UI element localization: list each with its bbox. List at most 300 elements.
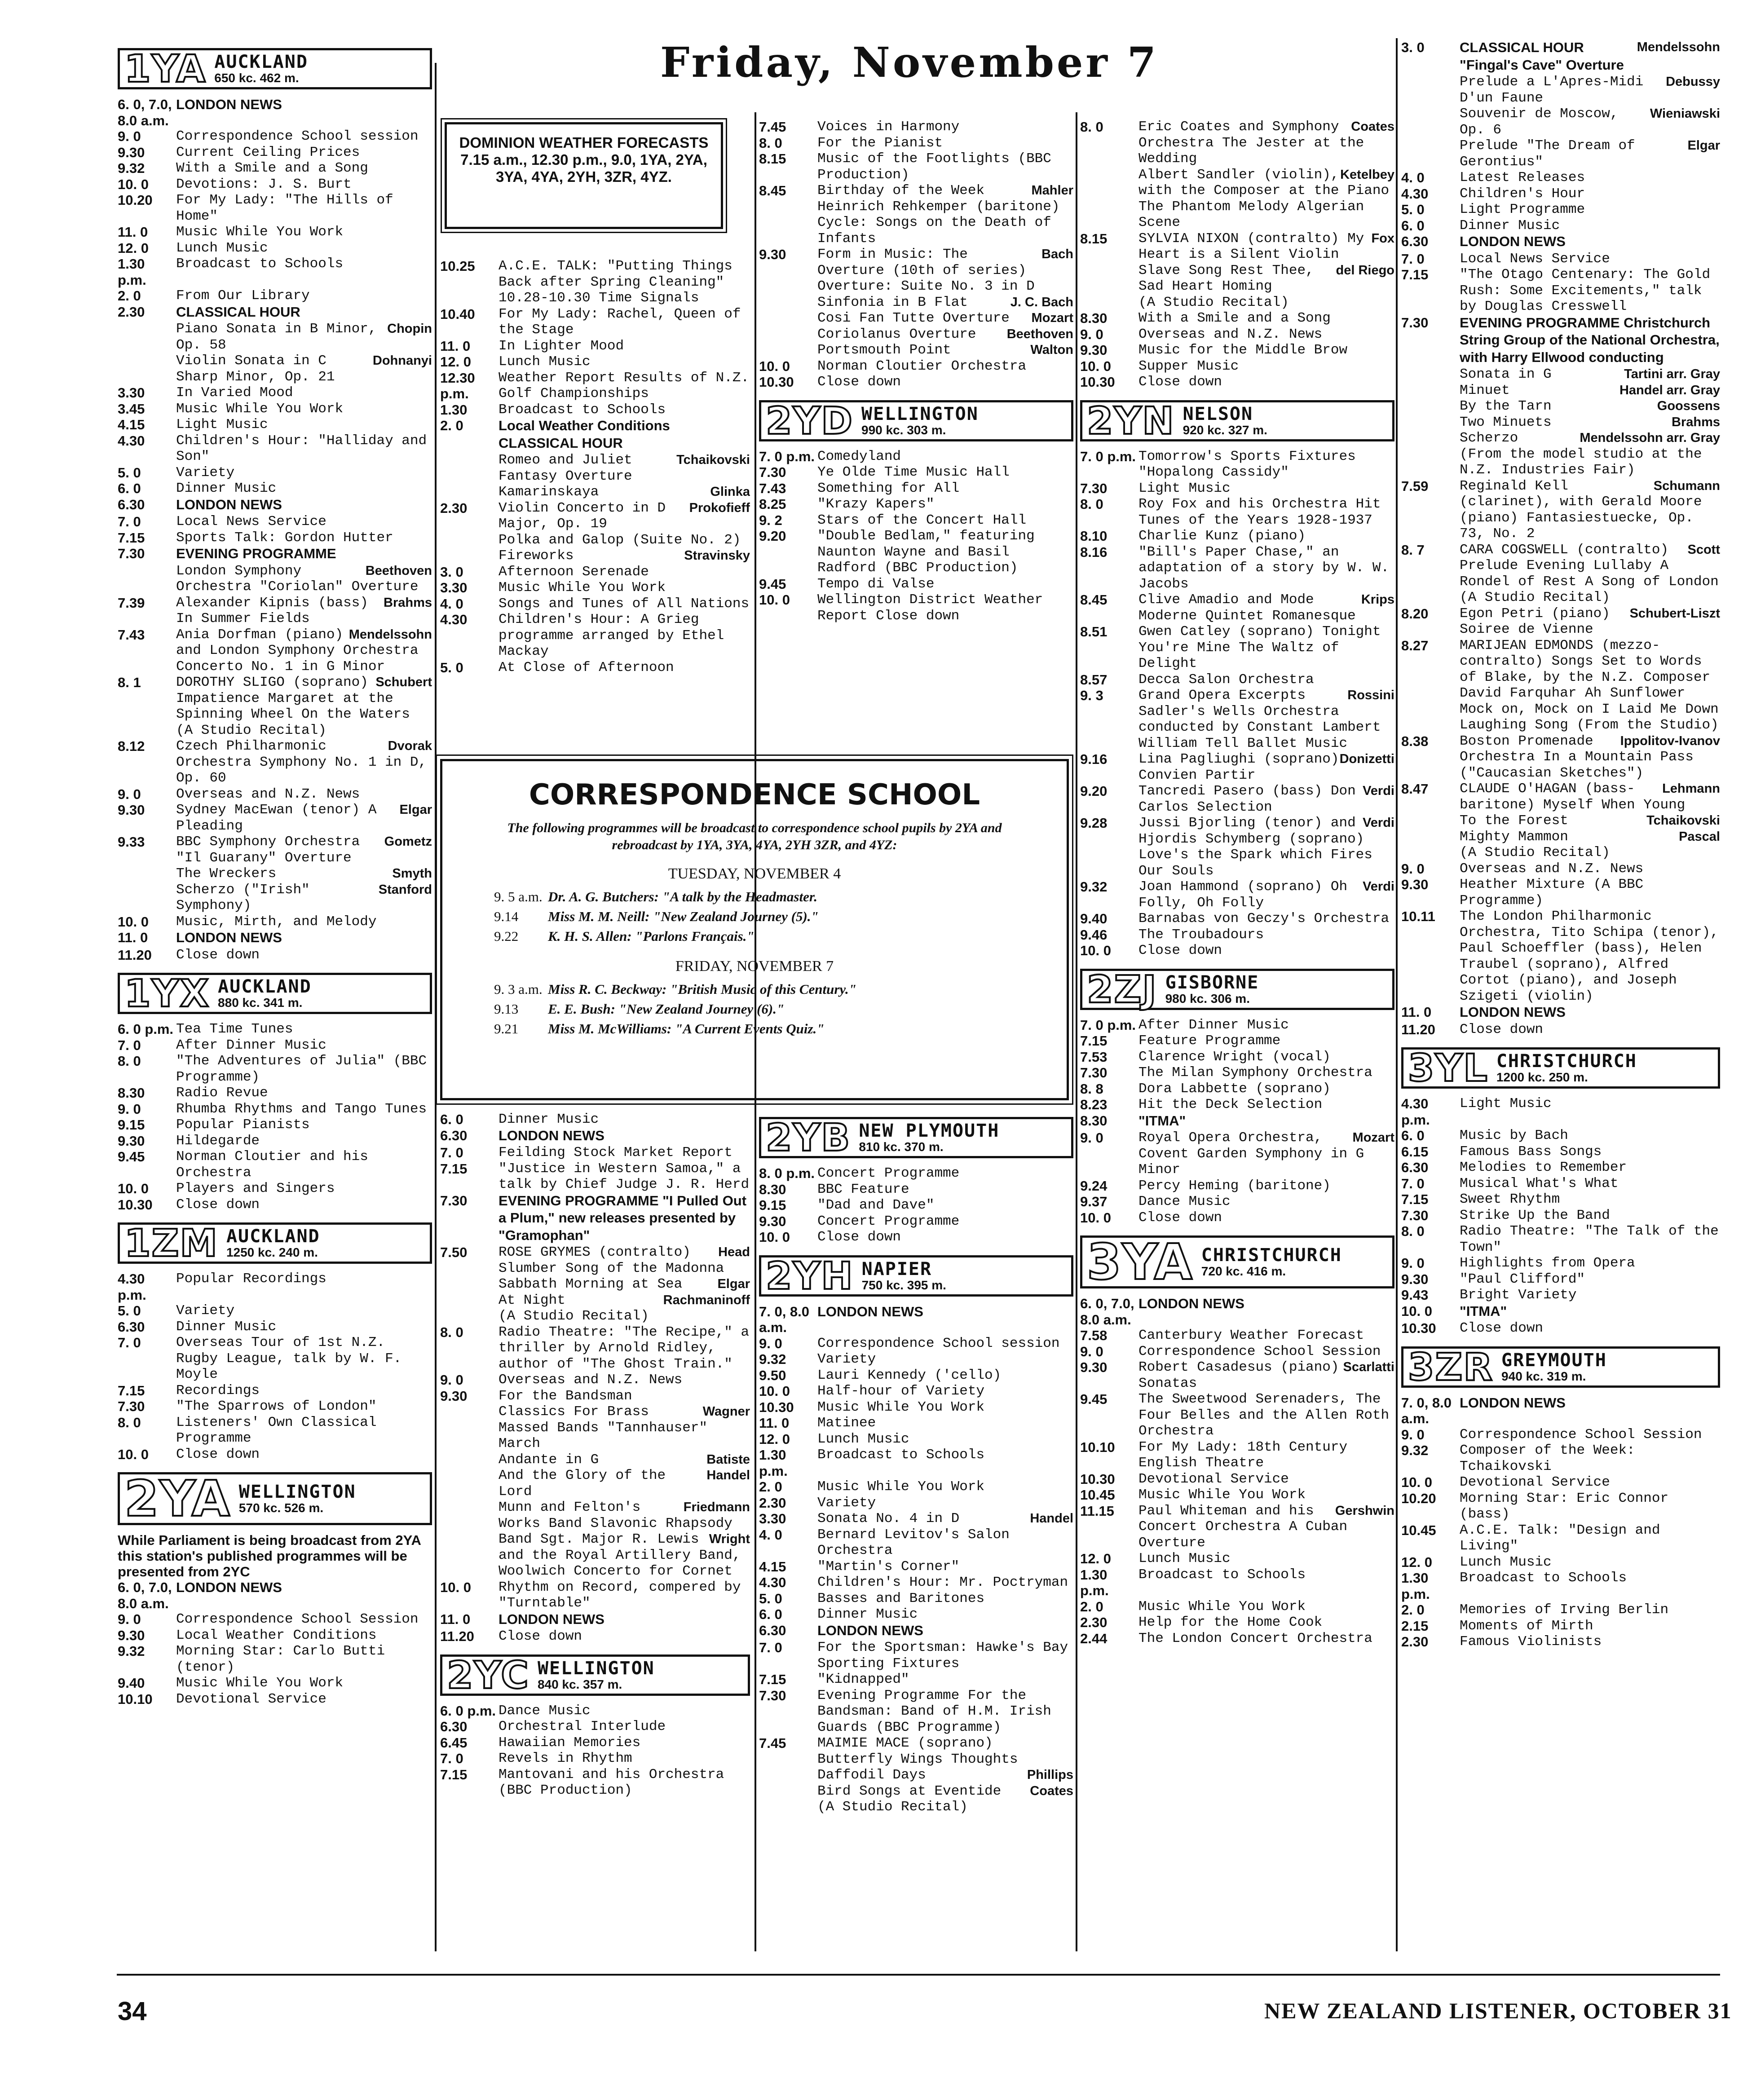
programme-description: Sabbath Morning at Sea <box>499 1276 683 1292</box>
programme-description: Two Minuets <box>1460 414 1552 430</box>
programme-time <box>118 723 176 739</box>
programme-description: Children's Hour <box>1460 185 1585 202</box>
programme-description: "Paul Clifford" <box>1460 1271 1585 1287</box>
programme-entry <box>759 1304 1073 1336</box>
programme-entry <box>1080 295 1394 311</box>
programme-title <box>176 723 432 739</box>
programme-entry <box>1401 1004 1720 1022</box>
programme-time <box>440 452 499 484</box>
station-frequency: 840 kc. 357 m. <box>537 1677 622 1691</box>
programme-entry <box>1401 430 1720 446</box>
programme-entry <box>759 295 1073 311</box>
programme-time: 1.30 p.m. <box>1401 1570 1430 1602</box>
programme-composer: Bach <box>1041 247 1073 261</box>
programme-entry <box>1080 1130 1394 1178</box>
programme-entry <box>1401 383 1720 399</box>
programme-entry <box>118 240 432 256</box>
programme-entry <box>118 514 432 530</box>
programme-time <box>118 563 176 595</box>
programme-entry <box>118 321 432 353</box>
programme-entry <box>1401 1191 1720 1208</box>
programme-title <box>1138 496 1394 528</box>
programme-time: 8.15 <box>1080 230 1108 247</box>
programme-composer: Lehmann <box>1662 781 1720 796</box>
programme-time: 7.15 <box>118 1382 145 1399</box>
programme-time: 7.30 <box>1401 314 1429 331</box>
programme-description: Devotional Service <box>176 1691 327 1707</box>
programme-entry <box>440 1531 750 1579</box>
programme-time <box>759 342 817 358</box>
programme-description: Scherzo ("Irish" Symphony) <box>176 882 310 913</box>
programme-title <box>499 290 750 306</box>
programme-title <box>176 224 432 240</box>
programme-entry <box>440 1703 750 1719</box>
programme-time: 11. 0 <box>1401 1004 1432 1020</box>
programme-entry <box>759 1336 1073 1352</box>
programme-title <box>499 660 750 676</box>
programme-entry <box>759 1447 1073 1479</box>
programme-title <box>1460 170 1720 186</box>
station-frequency: 810 kc. 370 m. <box>859 1140 944 1154</box>
programme-time: 8. 0 <box>118 1053 141 1069</box>
programme-time: 7. 0 p.m. <box>759 448 815 464</box>
programme-title <box>499 1244 750 1276</box>
programme-description: Music While You Work <box>817 1479 985 1495</box>
programme-time: 2. 0 <box>1080 1598 1103 1615</box>
programme-description: Afternoon Serenade <box>499 564 649 580</box>
programme-title <box>1138 449 1394 481</box>
programme-entry <box>440 660 750 676</box>
programme-time: 7. 0, 8.0 a.m. <box>1401 1394 1452 1426</box>
programme-entry <box>440 532 750 548</box>
programme-time: 9.32 <box>118 1643 145 1659</box>
programme-time: 9.30 <box>440 1388 468 1404</box>
programme-entry <box>759 1640 1073 1672</box>
programme-entry <box>1401 845 1720 861</box>
station-city: CHRISTCHURCH <box>1496 1051 1637 1072</box>
programme-entry <box>1401 202 1720 218</box>
programme-title <box>817 1606 1073 1623</box>
programme-description: Variety <box>176 1303 235 1319</box>
programme-time: 11. 0 <box>118 930 148 945</box>
programme-title <box>817 1559 1073 1575</box>
programme-description: The Sweetwood Serenaders, The Four Belles and the Allen Roth Orchestra <box>1138 1391 1390 1439</box>
programme-title <box>176 401 432 417</box>
programme-title <box>1138 1033 1394 1049</box>
programme-title <box>1460 781 1720 813</box>
programme-description: Songs and Tunes of All Nations <box>499 596 750 612</box>
programme-description: Broadcast to Schools <box>817 1447 985 1463</box>
programme-description: Radio Revue <box>176 1085 268 1101</box>
programme-entry <box>759 1783 1073 1800</box>
programme-title <box>176 1181 432 1197</box>
programme-entry <box>1080 1439 1394 1471</box>
programme-entry <box>118 723 432 739</box>
programme-description: The London Philharmonic Orchestra, Tito Schipa (tenor), Paul Schoeffler (bass), Helen Traubel (soprano), Alfred Cortot (piano), and Joseph Szigeti (violin) <box>1460 909 1719 1004</box>
programme-title <box>817 1672 1073 1688</box>
programme-title <box>1138 231 1394 263</box>
programme-description: Egon Petri (piano) Soiree de Vienne <box>1460 605 1610 637</box>
programme-entry <box>440 564 750 580</box>
programme-description: Variety <box>817 1351 876 1367</box>
programme-title <box>1138 1130 1394 1178</box>
programme-time: 8. 0 <box>759 135 782 151</box>
programme-time: 6.15 <box>1401 1143 1429 1160</box>
programme-time: 6. 0 <box>440 1112 463 1127</box>
programme-description: LONDON NEWS <box>176 1579 282 1595</box>
programme-composer: Brahms <box>1672 415 1720 429</box>
programme-time <box>759 326 817 343</box>
programme-description: Overseas and N.Z. News <box>176 786 360 802</box>
programme-title <box>1460 1128 1720 1144</box>
programme-time: 9.33 <box>118 834 145 850</box>
programme-composer: Coates <box>1351 119 1394 134</box>
programme-description: "Justice in Western Samoa," a talk by Chief Judge J. R. Herd <box>499 1160 750 1192</box>
programme-composer: Gershwin <box>1335 1503 1394 1518</box>
programme-entry <box>1401 1255 1720 1271</box>
programme-title <box>1460 1004 1720 1022</box>
programme-entry <box>440 1751 750 1767</box>
programme-time: 10. 0 <box>118 1446 149 1462</box>
programme-time: 9.37 <box>1080 1194 1108 1209</box>
programme-title <box>176 1085 432 1101</box>
programme-time: 8.12 <box>118 738 145 754</box>
programme-title <box>1460 1271 1720 1288</box>
programme-title <box>1138 374 1394 390</box>
programme-entry <box>759 1165 1073 1182</box>
programme-title <box>817 1415 1073 1431</box>
programme-title <box>1138 528 1394 544</box>
programme-time <box>759 1783 817 1800</box>
programme-entry <box>759 1575 1073 1591</box>
programme-entry <box>1080 688 1394 751</box>
programme-description: Gwen Catley (soprano) Tonight You're Mine The Waltz of Delight <box>1138 624 1381 671</box>
programme-description: Bright Variety <box>1460 1287 1577 1303</box>
programme-time: 10. 0 <box>440 1579 471 1595</box>
programme-composer: Phillips <box>1027 1768 1073 1782</box>
station-city: GISBORNE <box>1165 972 1259 993</box>
programme-entry <box>118 595 432 627</box>
programme-title <box>817 576 1073 592</box>
programme-description: Comedyland <box>817 448 901 464</box>
programme-title <box>176 176 432 193</box>
programme-time: 8. 8 <box>1080 1081 1103 1097</box>
programme-entry <box>440 354 750 370</box>
programme-time: 1.30 p.m. <box>1080 1566 1109 1598</box>
programme-title <box>1460 1427 1720 1443</box>
programme-title <box>499 402 750 418</box>
programme-time: 9.15 <box>118 1117 145 1133</box>
programme-title <box>1138 326 1394 343</box>
programme-title <box>1460 1474 1720 1491</box>
programme-title <box>176 1415 432 1447</box>
programme-time <box>440 1404 499 1452</box>
programme-title <box>499 1628 750 1645</box>
programme-title <box>499 1782 750 1799</box>
programme-time: 6.30 <box>1401 1160 1429 1175</box>
programme-entry <box>118 160 432 176</box>
programme-entry <box>1401 590 1720 606</box>
station-header-3ya <box>1080 1233 1394 1291</box>
column-3-lower <box>759 1107 1073 1960</box>
programme-entry <box>1080 815 1394 879</box>
programme-title <box>817 135 1073 151</box>
programme-time: 7. 0 <box>118 514 141 529</box>
correspondence-day-heading: TUESDAY, NOVEMBER 4 <box>668 865 841 882</box>
programme-description: Close down <box>1138 1209 1222 1226</box>
programme-entry <box>1401 606 1720 638</box>
programme-time: 10. 0 <box>759 1383 790 1399</box>
programme-time: 6.45 <box>440 1734 468 1751</box>
programme-entry <box>1080 544 1394 592</box>
programme-entry <box>440 1628 750 1645</box>
programme-time: 10. 0 <box>1080 943 1111 958</box>
programme-time: 7.39 <box>118 595 145 611</box>
station-city: GREYMOUTH <box>1501 1350 1607 1371</box>
programme-description: After Dinner Music <box>1138 1017 1289 1033</box>
programme-time: 10. 0 <box>118 913 149 930</box>
programme-entry <box>1080 783 1394 815</box>
programme-time: 7.15 <box>440 1766 468 1782</box>
programme-time: 8.45 <box>759 183 786 199</box>
programme-description: Help for the Home Cook <box>1138 1615 1323 1630</box>
programme-entry <box>759 1623 1073 1640</box>
station-city: AUCKLAND <box>226 1226 320 1247</box>
programme-time: 8.45 <box>1080 592 1108 608</box>
programme-title <box>1460 398 1720 415</box>
programme-time: 6.30 <box>440 1127 468 1143</box>
programme-description: Devotional Service <box>1460 1474 1610 1490</box>
programme-entry <box>1080 879 1394 911</box>
programme-description: "The Adventures of Julia" (BBC Programme) <box>176 1053 427 1085</box>
programme-entry <box>759 119 1073 135</box>
station-header-1zm <box>118 1222 432 1264</box>
programme-description: Munn and Felton's Works Band Slavonic Rhapsody <box>499 1500 733 1531</box>
programme-time <box>440 1452 499 1468</box>
programme-time: 7.30 <box>1401 1207 1429 1223</box>
programme-time <box>1401 383 1460 399</box>
programme-description: "The Sparrows of London" <box>176 1399 377 1414</box>
programme-title <box>1138 672 1394 688</box>
programme-title <box>1460 251 1720 267</box>
programme-time: 4.30 <box>1401 185 1429 202</box>
programme-title <box>1460 383 1720 399</box>
programme-composer: Batiste <box>706 1452 750 1467</box>
station-header-2yn <box>1080 400 1394 441</box>
station-frequency: 720 kc. 416 m. <box>1201 1264 1286 1279</box>
programme-entry <box>1401 1176 1720 1192</box>
programme-entry <box>1401 1474 1720 1491</box>
programme-time: 2.30 <box>118 304 145 320</box>
programme-entry <box>1401 170 1720 186</box>
programme-title <box>1460 1522 1720 1554</box>
programme-description: Dinner Music <box>817 1606 918 1622</box>
programme-description: Coriolanus Overture <box>817 326 976 342</box>
programme-entry <box>759 247 1073 295</box>
programme-time: 8.30 <box>1080 1112 1108 1129</box>
programme-time: 7. 0, 8.0 a.m. <box>759 1303 810 1335</box>
programme-time: 10.20 <box>118 192 153 208</box>
programme-title <box>817 449 1073 465</box>
programme-description: Lunch Music <box>817 1431 909 1447</box>
programme-title <box>499 1767 750 1783</box>
programme-entry <box>1401 218 1720 234</box>
programme-entry <box>759 1688 1073 1736</box>
programme-title <box>817 592 1073 624</box>
programme-time <box>118 321 176 353</box>
programme-entry <box>1080 374 1394 390</box>
programme-composer: Tchaikovski <box>1646 813 1720 828</box>
programme-entry <box>1401 1570 1720 1602</box>
programme-entry <box>440 1452 750 1468</box>
programme-description: Music While You Work <box>176 224 344 240</box>
programme-time: 4.30 p.m. <box>118 1271 146 1303</box>
programme-time: 10. 0 <box>759 592 790 608</box>
programme-description: Souvenir de Moscow, Op. 6 <box>1460 106 1619 138</box>
programme-description: Lauri Kennedy ('cello) <box>817 1367 1002 1383</box>
programme-time: 4. 0 <box>1401 170 1425 185</box>
programme-title <box>1138 481 1394 497</box>
programme-time <box>759 295 817 311</box>
programme-entry <box>440 580 750 596</box>
programme-time: 5. 0 <box>118 1303 141 1319</box>
programme-time: 9.30 <box>118 144 145 160</box>
programme-description: LONDON NEWS <box>1460 234 1566 249</box>
programme-time: 6. 0, 7.0, 8.0 a.m. <box>1080 1296 1134 1328</box>
programme-entry <box>1080 1391 1394 1439</box>
programme-title <box>176 1197 432 1213</box>
programme-description: Close down <box>1460 1320 1544 1336</box>
station-frequency: 750 kc. 395 m. <box>861 1278 946 1292</box>
programme-time: 7.45 <box>759 119 786 135</box>
programme-title <box>499 338 750 354</box>
programme-entry <box>118 1447 432 1463</box>
programme-description: Music While You Work <box>176 401 344 417</box>
programme-description: Kamarinskaya <box>499 484 599 500</box>
programme-entry <box>1401 315 1720 367</box>
programme-entry <box>759 310 1073 326</box>
station-frequency: 990 kc. 303 m. <box>861 423 946 437</box>
programme-description: Ania Dorfman (piano) and London Symphony Orchestra Concerto No. 1 in G Minor <box>176 626 419 675</box>
programme-title <box>1138 1065 1394 1081</box>
programme-description: Percy Heming (baritone) <box>1138 1178 1331 1194</box>
programme-entry <box>440 1782 750 1799</box>
programme-entry <box>759 342 1073 358</box>
programme-description: SYLVIA NIXON (contralto) My Heart is a Silent Violin <box>1138 230 1364 262</box>
programme-composer: Rossini <box>1347 688 1394 702</box>
programme-description: Roy Fox and his Orchestra Hit Tunes of the Years 1928-1937 <box>1138 496 1381 528</box>
programme-description: Evening Programme For the Bandsman: Band of H.M. Irish Guards (BBC Programme) <box>817 1687 1051 1735</box>
programme-time: 10.10 <box>118 1691 153 1707</box>
programme-time: 9. 0 <box>1080 1130 1103 1146</box>
programme-time: 8. 0 <box>440 1324 463 1340</box>
programme-time: 5. 0 <box>440 659 463 675</box>
programme-description: LONDON NEWS <box>176 496 282 512</box>
programme-entry <box>118 675 432 723</box>
programme-title <box>817 481 1073 497</box>
programme-entry <box>1401 1602 1720 1618</box>
programme-description: Correspondence School session <box>817 1335 1060 1351</box>
programme-description: Music While You Work <box>499 580 666 596</box>
programme-title <box>499 1735 750 1751</box>
programme-entry <box>440 418 750 452</box>
programme-title <box>817 1197 1073 1213</box>
programme-entry <box>440 1161 750 1193</box>
programme-time: 8.27 <box>1401 637 1429 653</box>
station-call-sign: 2YC <box>447 1653 530 1697</box>
programme-time: 9. 0 <box>1401 1255 1425 1271</box>
programme-time: 11. 0 <box>759 1415 790 1431</box>
programme-title <box>1138 879 1394 911</box>
programme-title <box>1138 751 1394 783</box>
programme-title <box>1138 1097 1394 1113</box>
programme-entry <box>1401 1287 1720 1303</box>
programme-time: 9.40 <box>118 1675 145 1691</box>
programme-time: 8.25 <box>759 496 786 512</box>
programme-entry <box>118 738 432 786</box>
programme-title <box>499 1579 750 1611</box>
station-header-2yc <box>440 1654 750 1696</box>
programme-description: Devotions: J. S. Burt <box>176 176 352 192</box>
programme-description: Overseas and N.Z. News <box>1138 326 1323 342</box>
programme-title <box>1460 733 1720 781</box>
programme-entry <box>440 1611 750 1629</box>
programme-description: Stars of the Concert Hall <box>817 512 1027 528</box>
correspondence-lesson <box>442 1019 1067 1039</box>
programme-title <box>1138 1113 1394 1130</box>
programme-description: Melodies to Remember <box>1460 1160 1627 1175</box>
programme-description: With a Smile and a Song <box>176 160 368 176</box>
programme-entry <box>440 1404 750 1452</box>
programme-composer: Friedmann <box>683 1500 750 1514</box>
programme-composer: Beethoven <box>365 563 432 578</box>
programme-time <box>1401 446 1460 478</box>
programme-entry <box>1401 1427 1720 1443</box>
correspondence-lesson <box>442 979 1067 999</box>
programme-description: (A Studio Recital) <box>176 722 327 738</box>
programme-composer: Dohnanyi <box>372 353 432 368</box>
programme-description: LONDON NEWS <box>817 1622 923 1638</box>
programme-description: Charlie Kunz (piano) <box>1138 528 1306 544</box>
programme-entry <box>759 464 1073 481</box>
programme-description: Close down <box>1138 943 1222 958</box>
programme-entry <box>1401 1303 1720 1321</box>
programme-description: Ye Olde Time Music Hall <box>817 464 1010 480</box>
programme-time <box>759 1799 817 1815</box>
programme-description: London Symphony Orchestra "Coriolan" Overture <box>176 563 419 595</box>
programme-title <box>176 546 432 563</box>
correspondence-schedule <box>442 865 1067 1039</box>
programme-title <box>176 1399 432 1415</box>
programme-description: Paul Whiteman and his Concert Orchestra A Cuban Overture <box>1138 1503 1348 1551</box>
programme-title <box>176 192 432 224</box>
programme-time: 2.30 <box>759 1495 786 1511</box>
programme-entry <box>1080 1487 1394 1503</box>
programme-entry <box>1080 1113 1394 1130</box>
station-city: NEW PLYMOUTH <box>859 1121 1000 1142</box>
programme-description: CLAUDE O'HAGAN (bass-baritone) Myself When Young <box>1460 781 1686 813</box>
programme-title <box>817 528 1073 576</box>
programme-description: Violin Sonata in C Sharp Minor, Op. 21 <box>176 353 335 385</box>
programme-entry <box>1401 1443 1720 1474</box>
programme-entry <box>1401 478 1720 542</box>
programme-composer: Schubert-Liszt <box>1629 606 1720 621</box>
programme-entry <box>1080 1599 1394 1615</box>
programme-entry <box>759 1399 1073 1416</box>
programme-entry <box>118 288 432 304</box>
programme-time: 6. 0 p.m. <box>118 1021 174 1037</box>
programme-description: Albert Sandler (violin), with the Composer at the Piano The Phantom Melody Algerian Scene <box>1138 167 1390 230</box>
